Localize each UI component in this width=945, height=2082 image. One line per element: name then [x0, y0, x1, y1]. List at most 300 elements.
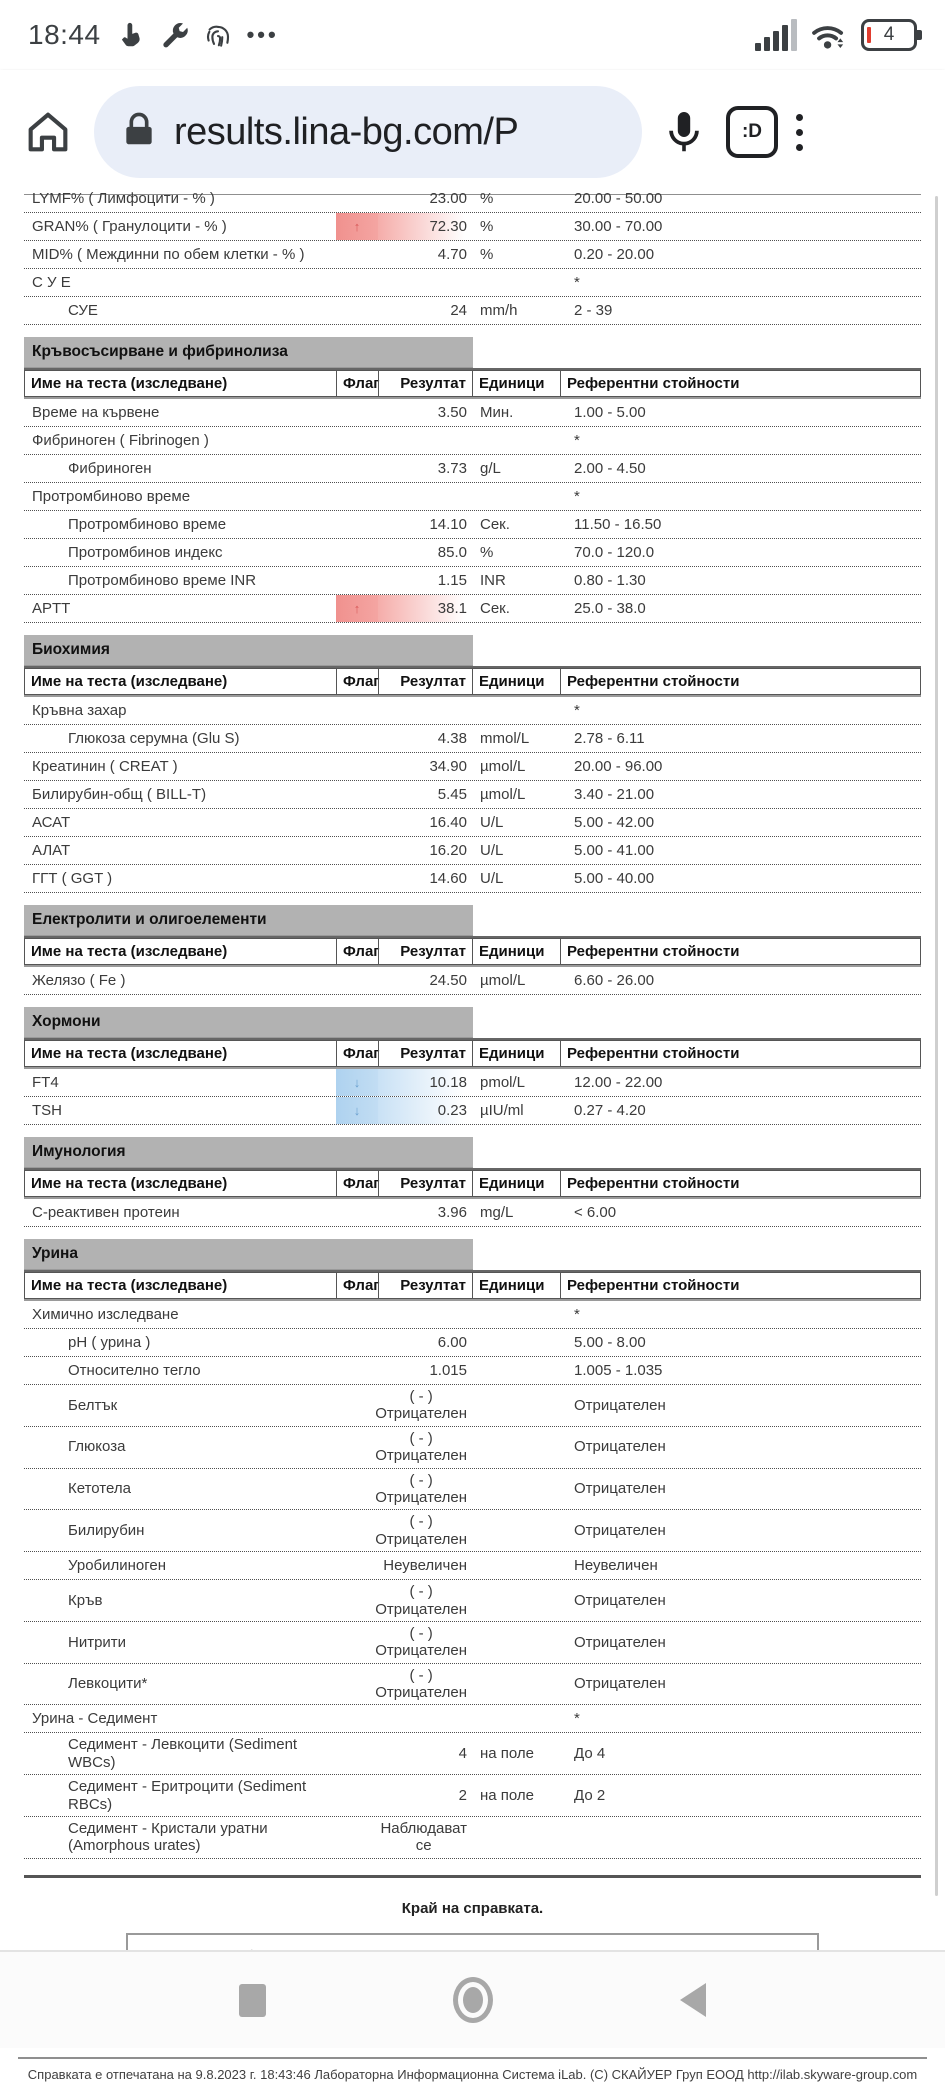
browser-menu-button[interactable]: [796, 114, 803, 151]
lab-table-section: [24, 905, 921, 995]
result-cell: 34.90: [429, 757, 467, 775]
wrench-icon: [159, 20, 189, 50]
test-name-cell: Време на кървене: [32, 403, 160, 421]
result-cell: [378, 1301, 472, 1328]
test-name-cell: Глюкоза серумна (Glu S): [68, 729, 240, 747]
col-name: Име на теста (изследване): [24, 1272, 336, 1299]
flag-cell: ↓: [336, 1069, 378, 1096]
unit-cell: [472, 1563, 560, 1569]
unit-cell: mm/h: [480, 301, 518, 319]
lab-row: [24, 1385, 921, 1427]
unit-cell: µmol/L: [480, 757, 526, 775]
lab-table-section: [24, 1137, 921, 1227]
unit-cell: [472, 1834, 560, 1840]
reference-cell: Отрицателен: [574, 1633, 666, 1651]
test-name-cell: Глюкоза: [68, 1438, 126, 1456]
section-title: Кръвосъсирване и фибринолиза: [24, 337, 473, 368]
tab-count-label: :D: [726, 106, 778, 158]
reference-cell: 30.00 - 70.00: [574, 217, 663, 235]
lab-table-section: [24, 337, 921, 623]
result-cell: 14.10: [429, 515, 467, 533]
reference-cell: 2.78 - 6.11: [574, 729, 645, 747]
flag-cell: [336, 427, 378, 454]
reference-cell: 70.0 - 120.0: [574, 543, 655, 561]
section-title: Имунология: [24, 1137, 473, 1168]
reference-cell: 3.40 - 21.00: [574, 785, 655, 803]
unit-cell: Сек.: [480, 599, 510, 617]
flag-cell: [336, 1469, 378, 1510]
test-name-cell: Фибриноген ( Fibrinogen ): [32, 431, 209, 449]
result-cell: 10.18: [378, 1069, 472, 1096]
lab-row: [24, 297, 921, 325]
test-name-cell: АСАТ: [32, 813, 71, 831]
reference-cell: 6.60 - 26.00: [574, 971, 655, 989]
col-ref: Референтни стойности: [560, 370, 921, 397]
home-nav-icon: [453, 1977, 493, 2023]
col-flag: Флаг: [336, 1040, 378, 1067]
result-cell: [378, 483, 472, 510]
flag-cell: [336, 567, 378, 594]
col-unit: Единици: [472, 1040, 560, 1067]
test-name-cell: Белтък: [68, 1396, 118, 1414]
result-cell: [378, 269, 472, 296]
reference-cell: *: [574, 1305, 580, 1323]
column-header-row: [24, 1270, 921, 1301]
flag-cell: [336, 1427, 378, 1468]
unit-cell: на поле: [480, 1786, 535, 1804]
unit-cell: µmol/L: [480, 785, 526, 803]
col-name: Име на теста (изследване): [24, 370, 336, 397]
result-cell: ( - ) Отрицателен: [375, 1429, 467, 1465]
reference-cell: 5.00 - 42.00: [574, 813, 655, 831]
flag-cell: [336, 1552, 378, 1579]
test-name-cell: GRAN% ( Гранулоцити - % ): [32, 217, 227, 235]
test-name-cell: Кръв: [68, 1591, 103, 1609]
lab-row: [24, 1510, 921, 1552]
test-name-cell: Кетотела: [68, 1480, 131, 1498]
result-cell: 14.60: [429, 869, 467, 887]
reference-cell: *: [574, 701, 580, 719]
lab-row: [24, 1357, 921, 1385]
col-ref: Референтни стойности: [560, 1272, 921, 1299]
result-cell: ( - ) Отрицателен: [375, 1513, 467, 1548]
home-nav-button[interactable]: [433, 1970, 513, 2030]
status-bar: [0, 0, 945, 70]
col-result: Резултат: [378, 668, 472, 695]
test-name-cell: Протромбинов индекс: [68, 543, 223, 561]
lab-table-section: [24, 1007, 921, 1125]
reference-cell: *: [574, 431, 580, 449]
tab-switcher-button[interactable]: [726, 106, 778, 158]
lab-row: [24, 185, 921, 213]
lab-row: [24, 567, 921, 595]
notification-overflow-dots: •••: [246, 22, 279, 47]
unit-cell: Сек.: [480, 515, 510, 533]
col-result: Резултат: [378, 1272, 472, 1299]
flag-cell: [336, 837, 378, 864]
flag-cell: [336, 511, 378, 538]
reference-cell: 5.00 - 41.00: [574, 841, 655, 859]
unit-cell: INR: [480, 571, 506, 589]
column-header-row: [24, 368, 921, 399]
flag-cell: [336, 967, 378, 994]
lab-row: [24, 865, 921, 893]
test-name-cell: Билирубин-общ ( BILL-T): [32, 785, 207, 803]
unit-cell: [472, 708, 560, 714]
flag-cell: [336, 483, 378, 510]
col-unit: Единици: [472, 1272, 560, 1299]
test-name-cell: APTT: [32, 599, 71, 617]
unit-cell: [472, 1639, 560, 1645]
flag-cell: [336, 1580, 378, 1621]
recents-button[interactable]: [213, 1970, 293, 2030]
result-cell: ( - ) Отрицателен: [375, 1388, 467, 1423]
result-cell: 3.73: [437, 459, 467, 477]
flag-cell: [336, 455, 378, 482]
unit-cell: µIU/ml: [480, 1101, 524, 1119]
unit-cell: mg/L: [480, 1203, 514, 1221]
unit-cell: µmol/L: [480, 971, 526, 989]
flag-cell: [336, 781, 378, 808]
col-flag: Флаг: [336, 1272, 378, 1299]
result-cell: 38.1: [378, 595, 472, 622]
lab-row: [24, 753, 921, 781]
result-cell: ( - ) Отрицателен: [375, 1666, 467, 1702]
browser-toolbar: [0, 70, 945, 194]
flag-cell: [336, 725, 378, 752]
result-cell: Наблюдават се: [380, 1820, 467, 1855]
lab-report: [24, 189, 921, 1859]
wifi-icon: [809, 18, 849, 52]
lab-row: [24, 1817, 921, 1859]
result-cell: 6.00: [437, 1333, 467, 1351]
test-name-cell: Протромбиново време: [32, 487, 191, 505]
lab-row: [24, 213, 921, 241]
flag-cell: [336, 1199, 378, 1226]
test-name-cell: Седимент - Еритроцити (Sediment RBCs): [68, 1778, 307, 1813]
reference-cell: *: [574, 273, 580, 291]
unit-cell: [472, 1312, 560, 1318]
lab-group-row: [24, 1705, 921, 1733]
battery-low-indicator: [867, 27, 871, 43]
section-title: Биохимия: [24, 635, 473, 666]
result-cell: [378, 427, 472, 454]
lab-row: [24, 1733, 921, 1775]
scrolled-table-continuation: [24, 189, 921, 325]
reference-cell: Отрицателен: [574, 1675, 666, 1693]
clock: 18:44: [28, 19, 101, 50]
reference-cell: 12.00 - 22.00: [574, 1073, 663, 1091]
lab-row: [24, 1622, 921, 1664]
flag-cell: [336, 697, 378, 724]
section-title: Урина: [24, 1239, 473, 1270]
result-cell: 24: [450, 301, 467, 319]
battery-icon: [861, 19, 917, 51]
lab-row: [24, 1469, 921, 1511]
test-name-cell: Кръвна захар: [32, 701, 127, 719]
flag-cell: [336, 1817, 378, 1858]
flag-cell: [336, 865, 378, 892]
android-navigation-bar: [0, 1950, 945, 2048]
column-header-row: [24, 1038, 921, 1069]
reference-cell: Отрицателен: [574, 1396, 666, 1414]
section-title: Хормони: [24, 1007, 473, 1038]
col-name: Име на теста (изследване): [24, 938, 336, 965]
lab-row: [24, 399, 921, 427]
reference-cell: До 2: [574, 1786, 606, 1804]
lab-group-row: [24, 697, 921, 725]
lab-row: [24, 511, 921, 539]
reference-cell: До 4: [574, 1745, 606, 1763]
test-name-cell: Седимент - Кристали уратни (Amorphous urates): [68, 1820, 268, 1855]
footer-divider: [18, 2057, 927, 2059]
flag-cell: [336, 1385, 378, 1426]
reference-cell: Отрицателен: [574, 1438, 666, 1456]
lab-row: [24, 1775, 921, 1817]
flag-cell: [336, 539, 378, 566]
back-icon: [680, 1983, 706, 2017]
flag-cell: [336, 185, 378, 212]
result-cell: 2: [458, 1786, 467, 1804]
test-name-cell: Билирубин: [68, 1522, 145, 1540]
unit-cell: %: [480, 543, 494, 561]
back-button[interactable]: [653, 1970, 733, 2030]
lab-row: [24, 809, 921, 837]
result-cell: Неувеличен: [383, 1556, 467, 1574]
lab-group-row: [24, 269, 921, 297]
unit-cell: [472, 1528, 560, 1534]
lab-row: [24, 1552, 921, 1580]
test-name-cell: LYMF% ( Лимфоцити - % ): [32, 189, 215, 207]
reference-cell: 11.50 - 16.50: [574, 515, 662, 533]
lab-row: [24, 1069, 921, 1097]
unit-cell: [472, 1402, 560, 1408]
flag-cell: [336, 1329, 378, 1356]
result-cell: 72.30: [378, 213, 472, 240]
test-name-cell: pH ( урина ): [68, 1333, 151, 1351]
lab-row: [24, 1427, 921, 1469]
reference-cell: 1.00 - 5.00: [574, 403, 646, 421]
result-cell: 23.00: [429, 189, 467, 207]
web-page-content: [0, 189, 945, 2082]
test-name-cell: С У Е: [32, 273, 71, 291]
unit-cell: [472, 1340, 560, 1346]
unit-cell: %: [480, 217, 494, 235]
flag-cell: [336, 269, 378, 296]
col-unit: Единици: [472, 1170, 560, 1197]
test-name-cell: С-реактивен протеин: [32, 1203, 180, 1221]
report-end-divider: [24, 1875, 921, 1878]
fingerprint-icon: [203, 20, 233, 50]
unit-cell: [472, 494, 560, 500]
test-name-cell: ГГТ ( GGT ): [32, 869, 113, 887]
flag-cell: ↑: [336, 213, 378, 240]
flag-cell: [336, 297, 378, 324]
test-name-cell: Желязо ( Fe ): [32, 971, 126, 989]
result-cell: 16.20: [429, 841, 467, 859]
unit-cell: %: [480, 189, 494, 207]
unit-cell: [472, 1368, 560, 1374]
battery-percent: 4: [883, 24, 895, 45]
result-cell: 24.50: [429, 971, 467, 989]
reference-cell: Отрицателен: [574, 1480, 666, 1498]
flag-cell: [336, 1301, 378, 1328]
test-name-cell: FT4: [32, 1073, 59, 1091]
test-name-cell: TSH: [32, 1101, 62, 1119]
col-ref: Референтни стойности: [560, 938, 921, 965]
lab-row: [24, 837, 921, 865]
test-name-cell: АЛАТ: [32, 841, 71, 859]
reference-cell: 0.27 - 4.20: [574, 1101, 646, 1119]
test-name-cell: Протромбиново време INR: [68, 571, 257, 589]
scrollbar[interactable]: [935, 196, 938, 1896]
report-end-note: Край на справката.: [401, 1899, 544, 1917]
reference-cell: 2.00 - 4.50: [574, 459, 646, 477]
flag-cell: ↓: [336, 1097, 378, 1124]
lab-row: [24, 725, 921, 753]
flag-cell: [336, 1733, 378, 1774]
result-cell: ( - ) Отрицателен: [375, 1471, 467, 1506]
unit-cell: [472, 1444, 560, 1450]
lab-row: [24, 539, 921, 567]
col-ref: Референтни стойности: [560, 668, 921, 695]
col-unit: Единици: [472, 370, 560, 397]
home-button[interactable]: [20, 104, 76, 160]
lab-row: [24, 455, 921, 483]
reference-cell: 5.00 - 40.00: [574, 869, 655, 887]
touch-icon: [115, 20, 145, 50]
flag-cell: [336, 753, 378, 780]
result-cell: 4.38: [437, 729, 467, 747]
reference-cell: *: [574, 487, 580, 505]
reference-cell: 25.0 - 38.0: [574, 599, 646, 617]
lab-row: [24, 967, 921, 995]
result-cell: 1.015: [429, 1361, 467, 1379]
lab-row: [24, 781, 921, 809]
lab-row: [24, 1580, 921, 1622]
section-title: Електролити и олигоелементи: [24, 905, 473, 936]
column-header-row: [24, 666, 921, 697]
col-result: Резултат: [378, 370, 472, 397]
unit-cell: [472, 1716, 560, 1722]
test-name-cell: Протромбиново време: [68, 515, 227, 533]
reference-cell: Неувеличен: [574, 1556, 658, 1574]
lab-group-row: [24, 427, 921, 455]
col-flag: Флаг: [336, 938, 378, 965]
lab-row: [24, 241, 921, 269]
voice-search-icon[interactable]: [660, 108, 708, 156]
test-name-cell: Нитрити: [68, 1633, 127, 1651]
col-flag: Флаг: [336, 370, 378, 397]
unit-cell: [472, 1598, 560, 1604]
flag-cell: [336, 399, 378, 426]
col-name: Име на теста (изследване): [24, 1040, 336, 1067]
unit-cell: g/L: [480, 459, 501, 477]
test-name-cell: Левкоцити*: [68, 1675, 148, 1693]
reference-cell: 20.00 - 50.00: [574, 189, 663, 207]
test-name-cell: Седимент - Левкоцити (Sediment WBCs): [68, 1736, 298, 1771]
unit-cell: [472, 1486, 560, 1492]
lab-row: [24, 1199, 921, 1227]
unit-cell: U/L: [480, 869, 504, 887]
test-name-cell: MID% ( Междинни по обем клетки - % ): [32, 245, 305, 263]
lab-group-row: [24, 1301, 921, 1329]
result-cell: [378, 697, 472, 724]
test-name-cell: Химично изследване: [32, 1305, 179, 1323]
result-cell: [378, 1705, 472, 1732]
test-name-cell: СУЕ: [68, 301, 98, 319]
lab-group-row: [24, 483, 921, 511]
unit-cell: на поле: [480, 1745, 535, 1763]
url-text[interactable]: results.lina-bg.com/P: [174, 110, 519, 153]
reference-cell: Отрицателен: [574, 1591, 666, 1609]
test-name-cell: Уробилиноген: [68, 1556, 167, 1574]
reference-cell: 0.20 - 20.00: [574, 245, 655, 263]
col-result: Резултат: [378, 1170, 472, 1197]
url-bar[interactable]: [94, 86, 642, 178]
flag-cell: [336, 1775, 378, 1816]
result-cell: 4.70: [437, 245, 467, 263]
recents-icon: [239, 1984, 266, 2017]
flag-cell: [336, 1705, 378, 1732]
unit-cell: [472, 1681, 560, 1687]
lock-icon[interactable]: [120, 108, 158, 157]
col-name: Име на теста (изследване): [24, 668, 336, 695]
result-cell: 3.50: [437, 403, 467, 421]
unit-cell: U/L: [480, 813, 504, 831]
flag-cell: [336, 241, 378, 268]
col-result: Резултат: [378, 938, 472, 965]
lab-row: [24, 1097, 921, 1125]
reference-cell: *: [574, 1710, 580, 1728]
report-footer: Справката е отпечатана на 9.8.2023 г. 18:43:46 Лабораторна Информационна Система iLab. (С) СКАЙУЕР Груп ЕООД http://ilab.skyware-group.com: [27, 2067, 918, 2082]
lab-row: [24, 595, 921, 623]
result-cell: ( - ) Отрицателен: [375, 1583, 467, 1618]
result-cell: 1.15: [437, 571, 467, 589]
test-name-cell: Фибриноген: [68, 459, 152, 477]
col-flag: Флаг: [336, 1170, 378, 1197]
col-ref: Референтни стойности: [560, 1170, 921, 1197]
reference-cell: [560, 1834, 921, 1840]
lab-table-section: [24, 635, 921, 893]
result-cell: 85.0: [437, 543, 467, 561]
col-flag: Флаг: [336, 668, 378, 695]
lab-table-section: [24, 1239, 921, 1859]
unit-cell: pmol/L: [480, 1073, 526, 1091]
test-name-cell: Урина - Седимент: [32, 1710, 158, 1728]
flag-cell: [336, 1622, 378, 1663]
col-ref: Референтни стойности: [560, 1040, 921, 1067]
reference-cell: 0.80 - 1.30: [574, 571, 646, 589]
flag-cell: ↑: [336, 595, 378, 622]
col-result: Резултат: [378, 1040, 472, 1067]
test-name-cell: Креатинин ( CREAT ): [32, 757, 178, 775]
flag-cell: [336, 809, 378, 836]
flag-cell: [336, 1357, 378, 1384]
col-unit: Единици: [472, 938, 560, 965]
result-cell: 5.45: [437, 785, 467, 803]
reference-cell: Отрицателен: [574, 1522, 666, 1540]
unit-cell: %: [480, 245, 494, 263]
result-cell: 0.23: [378, 1097, 472, 1124]
reference-cell: 1.005 - 1.035: [574, 1361, 663, 1379]
reference-cell: 20.00 - 96.00: [574, 757, 663, 775]
col-name: Име на теста (изследване): [24, 1170, 336, 1197]
result-cell: 3.96: [437, 1203, 467, 1221]
unit-cell: U/L: [480, 841, 504, 859]
result-cell: 4: [458, 1745, 467, 1763]
unit-cell: Мин.: [480, 403, 514, 421]
